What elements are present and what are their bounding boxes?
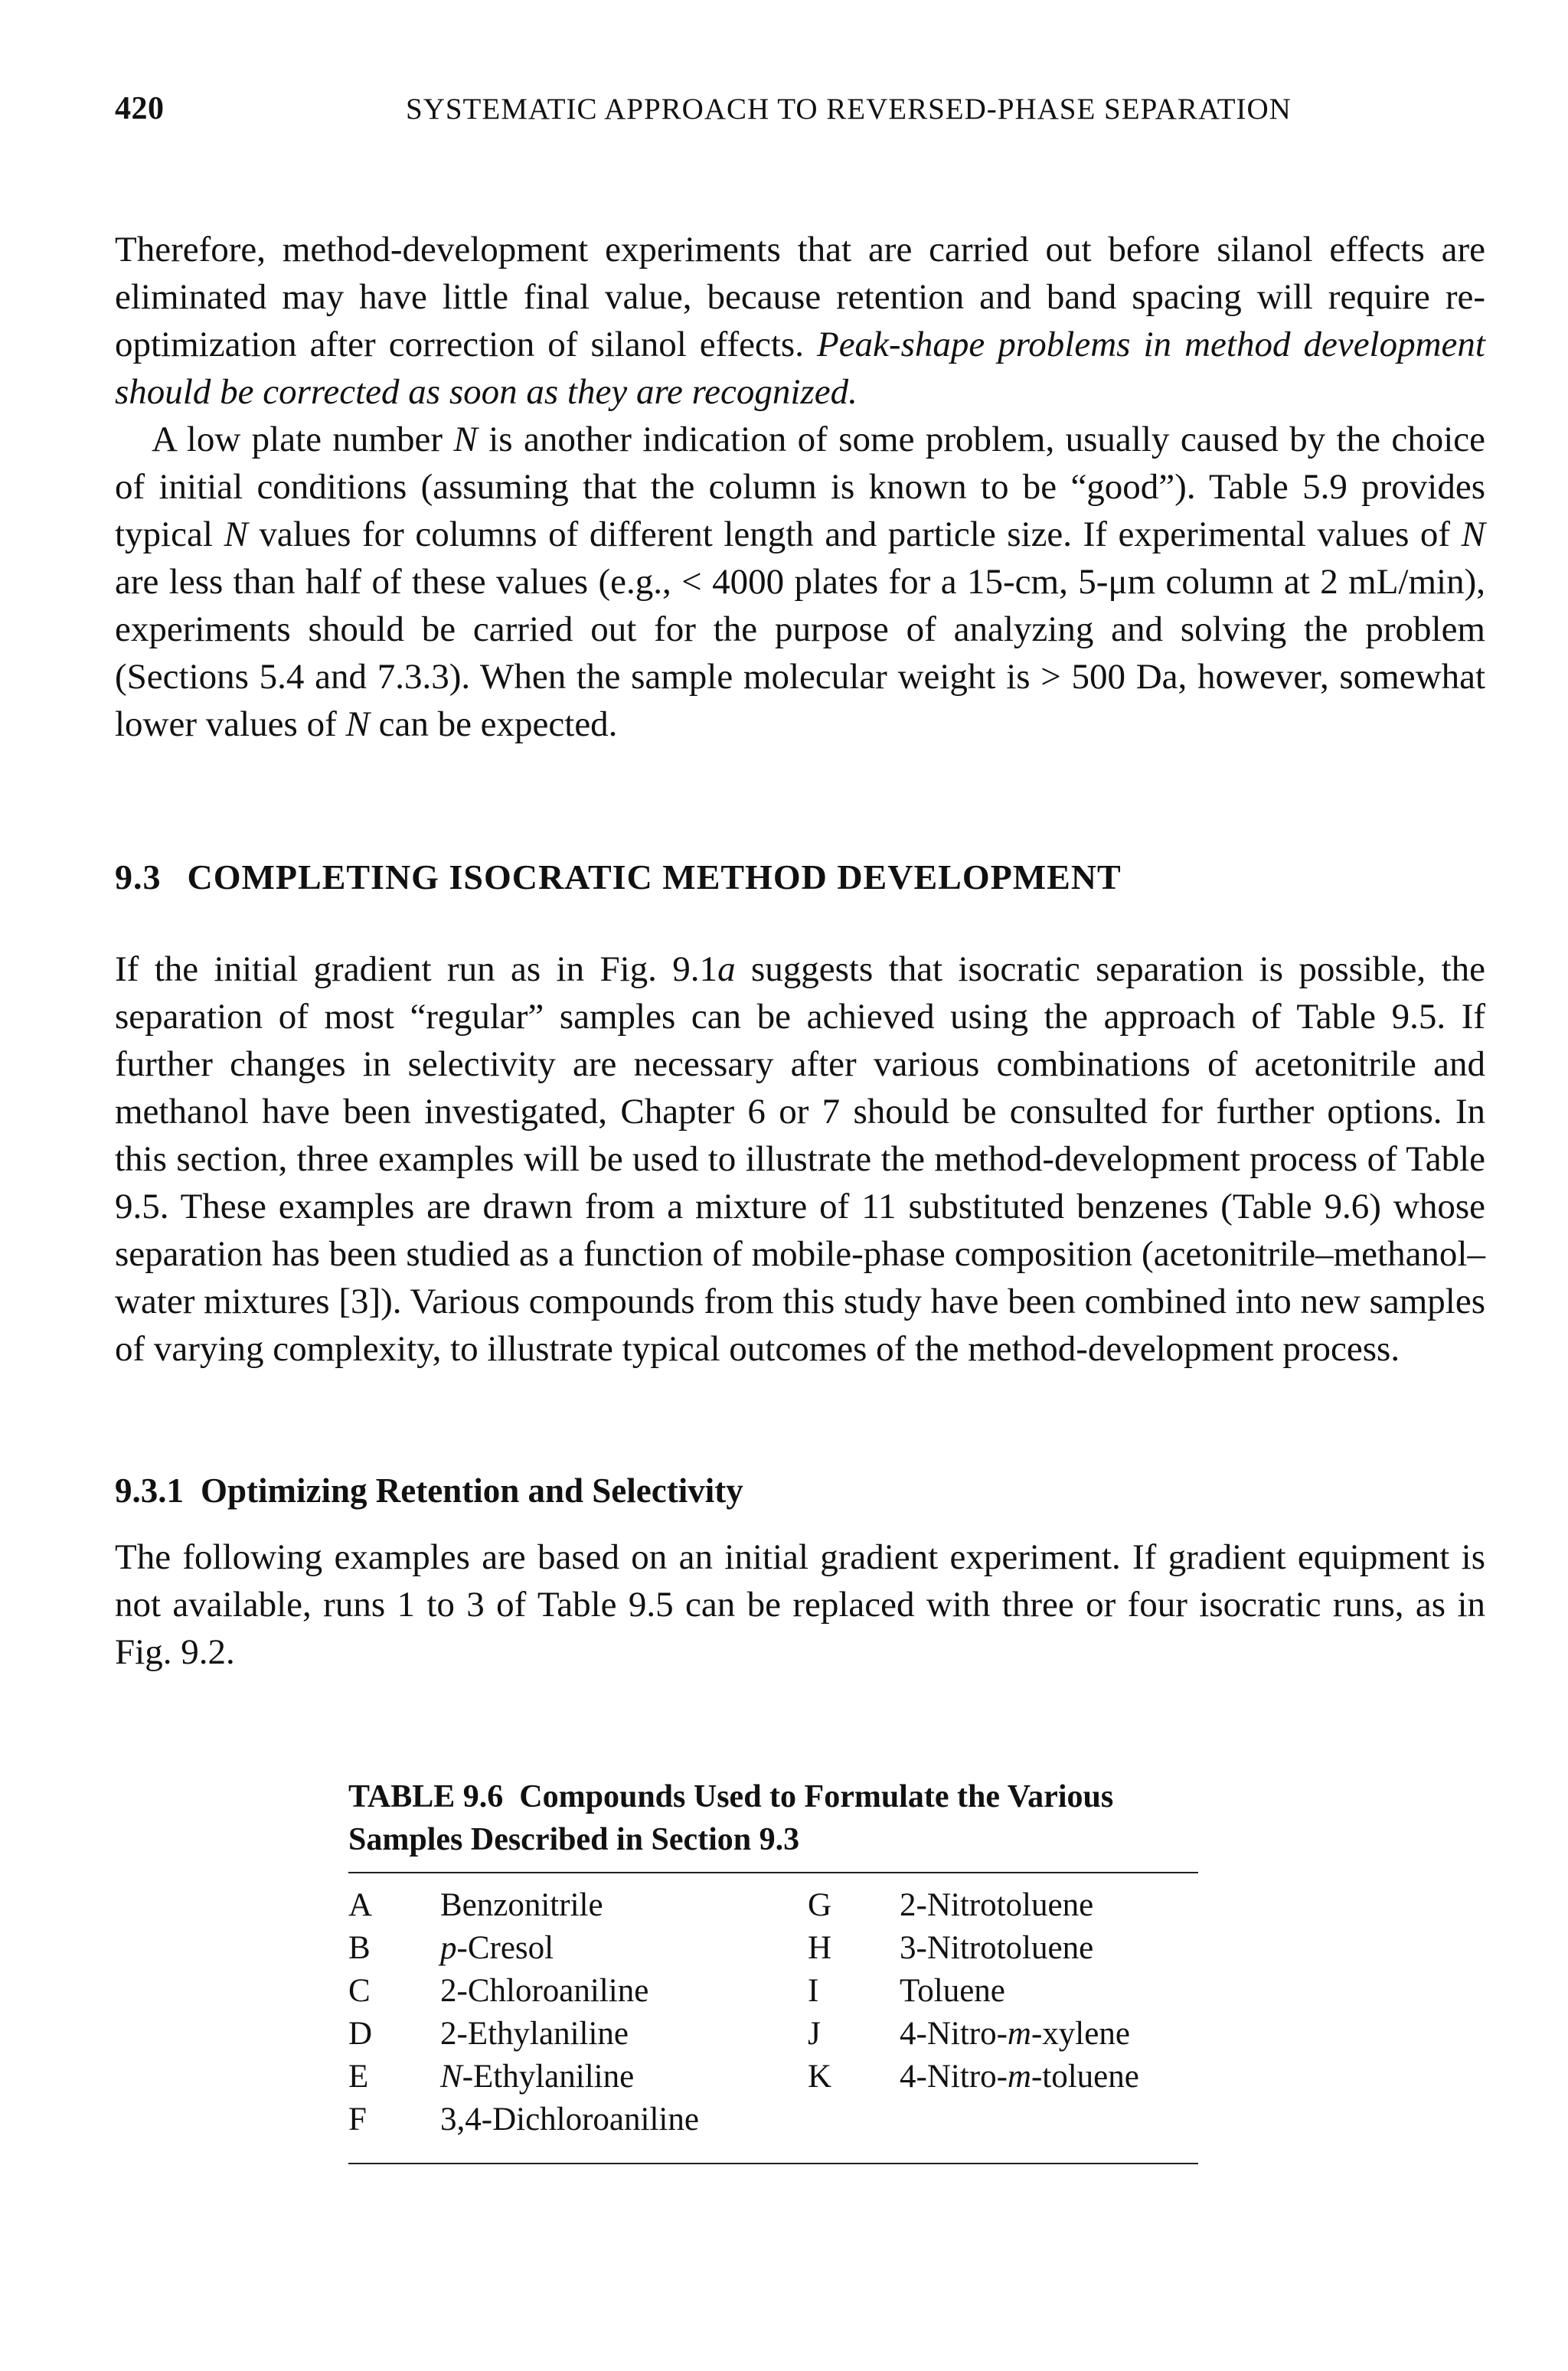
compound-table: [348, 1884, 1198, 2141]
table-row: B p-Cresol H 3-Nitrotoluene: [348, 1930, 1094, 1966]
table-row: F 3,4-Dichloroaniline: [348, 2102, 699, 2137]
section-heading-9-3: 9.3 COMPLETING ISOCRATIC METHOD DEVELOPMENT: [115, 857, 1122, 896]
table-row: E N-Ethylaniline K 4-Nitro-m-toluene: [348, 2059, 1139, 2095]
running-header: [115, 77, 1485, 126]
table-bottom-rule: [348, 2163, 1198, 2164]
paragraph-plate-number: A low plate number N is another indication of some problem, usually caused by the choice of initial conditions (assuming that the column is known to be “good”). Table 5.9 provides typical N values for columns of different length and particle size. If experimental values of N are less than half of these values (e.g., < 4000 plates for a 15-cm, 5-μm column at 2 mL/min), experiments should be carried out for the purpose of analyzing and solving the problem (Sections 5.4 and 7.3.3). When the sample molecular weight is > 500 Da, however, somewhat lower values of N can be expected.: [115, 420, 1485, 744]
table-row: C 2-Chloroaniline I Toluene: [348, 1973, 1005, 2009]
emphasis-peak-shape: Peak-shape problems in method development should be corrected as soon as they are recognized.: [115, 325, 1485, 412]
table-caption: TABLE 9.6 Compounds Used to Formulate the Various Samples Described in Section 9.3: [348, 1779, 1114, 1857]
table-top-rule: [348, 1872, 1198, 1873]
paragraph-isocratic: If the initial gradient run as in Fig. 9.1a suggests that isocratic separation is possible, the separation of most “regular” samples can be achieved using the approach of Table 9.5. If further changes in selectivity are necessary after various combinations of acetonitrile and methanol have been investigated, Chapter 6 or 7 should be consulted for further options. In this section, three examples will be used to illustrate the method-development process of Table 9.5. These examples are drawn from a mixture of 11 substituted benzenes (Table 9.6) whose separation has been studied as a function of mobile-phase composition (acetonitrile–methanol–water mixtures [3]). Various compounds from this study have been combined into new samples of varying complexity, to illustrate typical outcomes of the method-development process.: [115, 949, 1485, 1369]
page-number: 420: [115, 91, 165, 126]
running-title: SYSTEMATIC APPROACH TO REVERSED-PHASE SEPARATION: [406, 93, 1292, 126]
book-page: [115, 77, 1485, 2164]
table-row: D 2-Ethylaniline J 4-Nitro-m-xylene: [348, 2016, 1130, 2052]
paragraph-gradient: The following examples are based on an initial gradient experiment. If gradient equipment is not available, runs 1 to 3 of Table 9.5 can be replaced with three or four isocratic runs, as in Fig. 9.2.: [115, 1537, 1485, 1672]
table-9-6: [348, 1775, 1198, 2164]
paragraph-silanol: Therefore, method-development experiments that are carried out before silanol effects are eliminated may have little final value, because retention and band spacing will require re-optimization after correction of silanol effects. Peak-shape problems in method development should be corrected as soon as they are recognized.: [115, 230, 1485, 412]
subsection-heading-9-3-1: 9.3.1 Optimizing Retention and Selectivity: [115, 1471, 743, 1510]
table-row: A Benzonitrile G 2-Nitrotoluene: [348, 1887, 1094, 1923]
